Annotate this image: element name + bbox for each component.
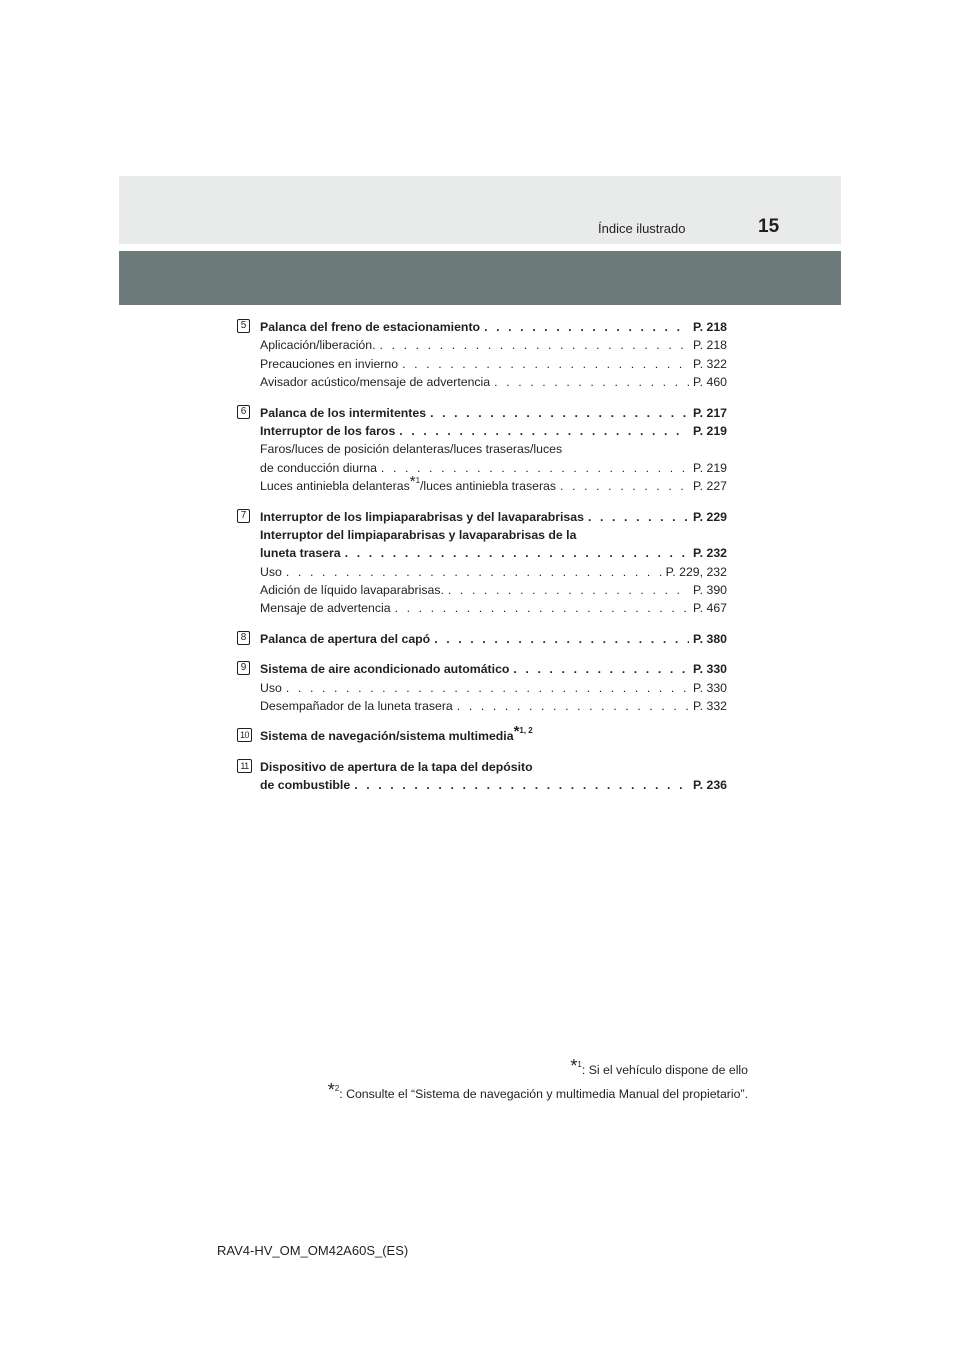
index-line-label: Faros/luces de posición delanteras/luces traseras/luces xyxy=(260,442,563,457)
page-reference: P. 218 xyxy=(693,320,727,334)
index-entry xyxy=(237,723,727,745)
dot-leader xyxy=(381,459,689,477)
page-reference: P. 229 xyxy=(693,509,727,524)
index-line-text xyxy=(260,336,376,354)
index-line-label: Interruptor de los limpiaparabrisas y del lavaparabrisas xyxy=(260,509,584,524)
footnote-text: : Consulte el “Sistema de navegación y multimedia Manual del propietario”. xyxy=(339,1087,748,1101)
index-line-text xyxy=(260,422,395,440)
index-entry xyxy=(237,660,727,715)
index-line-text xyxy=(260,630,430,648)
index-line-text xyxy=(260,440,562,458)
index-line-text xyxy=(260,758,533,776)
index-line-text xyxy=(260,563,282,581)
index-line xyxy=(260,404,727,422)
index-line xyxy=(260,599,727,617)
index-line-label: Uso xyxy=(260,680,282,695)
index-line xyxy=(260,544,727,562)
footnotes xyxy=(328,1058,748,1106)
index-line-text xyxy=(260,544,341,562)
entry-number-badge: 5 xyxy=(237,319,250,333)
index-line-label: Sistema de navegación/sistema multimedia xyxy=(260,729,514,744)
index-line xyxy=(260,355,727,373)
index-line-label: Sistema de aire acondicionado automático xyxy=(260,662,510,677)
entry-number-badge: 8 xyxy=(237,631,250,645)
dot-leader xyxy=(448,581,689,599)
index-line-label: Adición de líquido lavaparabrisas. xyxy=(260,583,444,598)
page-reference: P. 332 xyxy=(693,699,727,714)
index-line xyxy=(260,630,727,648)
footnote-number: 1 xyxy=(577,1060,582,1069)
index-line xyxy=(260,373,727,391)
index-line-label: Interruptor del limpiaparabrisas y lavaparabrisas de la xyxy=(260,527,577,542)
index-line xyxy=(260,526,727,544)
index-entry xyxy=(237,508,727,618)
index-line-text xyxy=(260,355,398,373)
index-line-label: Avisador acústico/mensaje de advertencia xyxy=(260,375,491,390)
index-line-label: Palanca de apertura del capó xyxy=(260,631,431,646)
index-line-text xyxy=(260,473,557,495)
page-reference: P. 322 xyxy=(693,356,727,371)
index-line-text xyxy=(260,404,426,422)
dot-leader xyxy=(402,355,689,373)
page-reference: P. 330 xyxy=(693,662,727,677)
index-line xyxy=(260,336,727,354)
page-reference: P. 330 xyxy=(693,680,727,695)
index-line-text xyxy=(260,776,350,794)
page-reference: P. 219 xyxy=(693,460,727,475)
index-line-text xyxy=(260,660,509,678)
index-line xyxy=(260,758,727,776)
index-line-label: Dispositivo de apertura de la tapa del depósito xyxy=(260,759,533,774)
index-line-label: Palanca del freno de estacionamiento xyxy=(260,320,481,334)
footnote xyxy=(328,1082,748,1106)
index-line-text xyxy=(260,723,533,745)
entry-number-badge: 9 xyxy=(237,661,250,675)
dot-leader xyxy=(395,599,689,617)
entry-number-badge: 7 xyxy=(237,509,250,523)
index-line xyxy=(260,318,727,336)
index-line-label: Aplicación/liberación. xyxy=(260,338,376,353)
header-band-light xyxy=(119,176,841,244)
footnote-reference: 1, 2 xyxy=(519,726,533,736)
footnote-reference: 1 xyxy=(415,476,421,486)
page-number: 15 xyxy=(758,216,780,237)
dot-leader xyxy=(345,544,689,562)
header-band-dark xyxy=(119,251,841,305)
footnote-text: : Si el vehículo dispone de ello xyxy=(581,1063,748,1077)
index-line-label: Desempañador de la luneta trasera xyxy=(260,699,453,714)
dot-leader xyxy=(484,318,689,336)
dot-leader xyxy=(434,630,689,648)
index-line xyxy=(260,508,727,526)
index-line xyxy=(260,440,727,458)
dot-leader xyxy=(588,508,689,526)
footnote xyxy=(328,1058,748,1082)
index-line-text xyxy=(260,526,576,544)
dot-leader xyxy=(399,422,689,440)
index-line xyxy=(260,422,727,440)
footnote-asterisk: * xyxy=(570,1056,578,1076)
index-line xyxy=(260,697,727,715)
index-line-text xyxy=(260,679,282,697)
page-reference: P. 390 xyxy=(693,583,727,598)
index-line-label: Mensaje de advertencia xyxy=(260,601,391,616)
index-line xyxy=(260,459,727,477)
dot-leader xyxy=(560,477,689,495)
page-reference: P. 467 xyxy=(693,601,727,616)
index-line-text xyxy=(260,318,480,336)
index-line-text xyxy=(260,697,453,715)
index-line xyxy=(260,581,727,599)
document-code: RAV4-HV_OM_OM42A60S_(ES) xyxy=(217,1243,409,1258)
index-entry xyxy=(237,758,727,795)
entry-number-badge: 6 xyxy=(237,405,250,419)
index-entry xyxy=(237,630,727,648)
index-line-label: Luces antiniebla delanteras xyxy=(260,479,410,494)
page-reference: P. 232 xyxy=(693,546,727,561)
section-title: Índice ilustrado xyxy=(598,221,686,236)
dot-leader xyxy=(457,697,689,715)
index-line-label: de conducción diurna xyxy=(260,460,377,475)
page-reference: P. 236 xyxy=(693,778,727,793)
dot-leader xyxy=(354,776,689,794)
index-entry xyxy=(237,318,727,392)
page-reference: P. 229, 232 xyxy=(665,564,727,579)
footnote-asterisk: * xyxy=(513,723,520,741)
index-entry xyxy=(237,404,727,496)
page-reference: P. 380 xyxy=(693,631,727,646)
page-reference: P. 460 xyxy=(693,375,727,390)
page-reference: P. 218 xyxy=(693,338,727,353)
index-line-label: de combustible xyxy=(260,778,351,793)
index-line xyxy=(260,679,727,697)
index-line-text xyxy=(260,581,444,599)
dot-leader xyxy=(286,563,662,581)
index-line-text xyxy=(260,508,584,526)
page-reference: P. 219 xyxy=(693,423,727,438)
footnote-number: 2 xyxy=(334,1084,340,1093)
index-line xyxy=(260,473,727,495)
index-line xyxy=(260,723,727,745)
index-line-label-continued: /luces antiniebla traseras xyxy=(420,479,557,494)
dot-leader xyxy=(494,373,689,391)
index-line-label: Precauciones en invierno xyxy=(260,356,399,371)
index-line-label: Uso xyxy=(260,564,282,579)
index-line-label: Palanca de los intermitentes xyxy=(260,405,427,420)
footnote-asterisk: * xyxy=(327,1080,335,1100)
index-line-label: luneta trasera xyxy=(260,546,341,561)
index-line xyxy=(260,776,727,794)
index-line xyxy=(260,563,727,581)
page-reference: P. 227 xyxy=(693,479,727,494)
entry-number-badge: 10 xyxy=(237,728,252,742)
index-line xyxy=(260,660,727,678)
index-line-text xyxy=(260,373,490,391)
entry-number-badge: 11 xyxy=(237,759,252,773)
dot-leader xyxy=(513,660,689,678)
index-line-text xyxy=(260,459,377,477)
dot-leader xyxy=(380,336,690,354)
dot-leader xyxy=(430,404,689,422)
index-entries xyxy=(237,318,727,807)
index-line-text xyxy=(260,599,391,617)
dot-leader xyxy=(286,679,689,697)
index-line-label: Interruptor de los faros xyxy=(260,423,396,438)
page-reference: P. 217 xyxy=(693,405,727,420)
footnote-asterisk: * xyxy=(409,473,416,491)
